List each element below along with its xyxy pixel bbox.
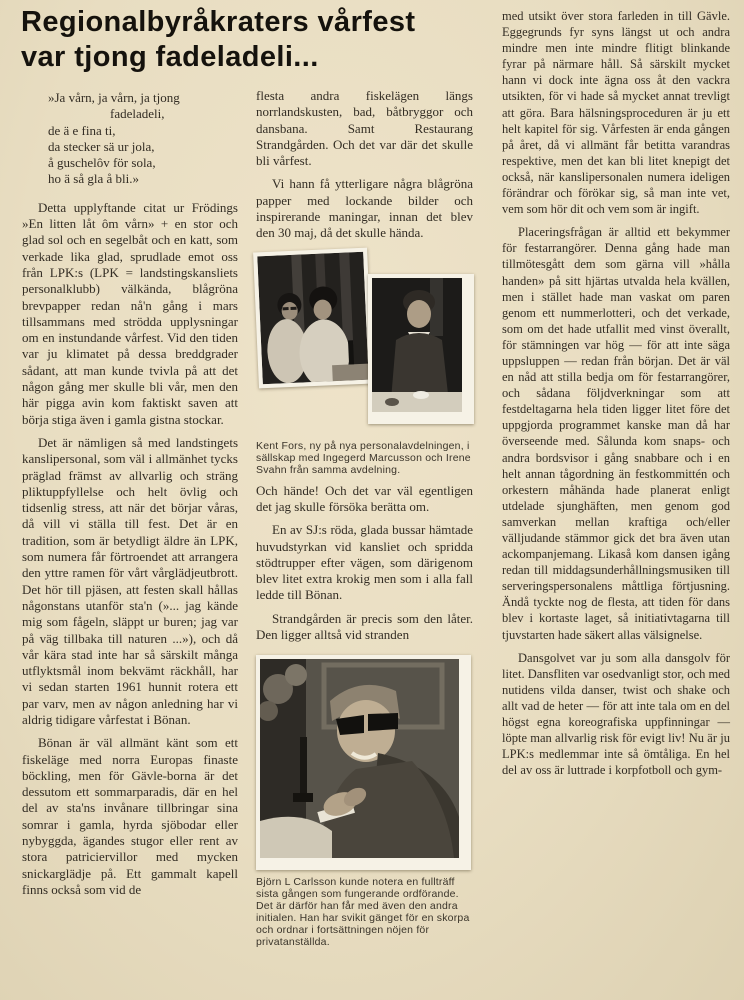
body-paragraph: Placeringsfrågan är alltid ett bekymmer för festarrangörer. Denna gång hade man tillmötesgått dem som gärna vill »hålla handen» på sitt hjärtas utvalda hela kvällen, men i stället hade man vaskat om paren genom ett nummerlotteri, och det verkade, som om det hade utfallit med vinst överallt, för stämningen var hög — för att inte säga uppsluppen — redan från början. Det är väl en nåd att stilla bedja om för festarrangörer, och sådana följdverkningar som att festdeltagarna hela tiden ligger litet före det uppgjorda programmet kanske man då har överseende med. Sålunda kom snaps- och andra bordsvisor i gång snabbare och i en helt annan tågordning än festkommittén och orkestern måhända hade planerat enligt utdelade sjunghäften, men genom god samverkan mellan kraftiga och/eller välljudande stämmor gick det bra även utan ackompanjemang. Likaså kom dansen igång redan till middagsunderhållningsmusiken till serveringspersonalens måttliga förtjusning. Ändå tyckte nog de flesta, att tiden för dans blev i kortaste laget, så initiativtagarna till tjuvstarten hade säkert allas välsignelse. (502, 225, 730, 642)
poem-line: å guschelôv för sola, (48, 155, 156, 171)
body-paragraph: Strandgården är precis som den låter. Den ligger alltså vid stranden (256, 610, 473, 643)
body-paragraph: Det är nämligen så med landstingets kanslipersonal, som väl i allmänhet tycks präglad främst av allvarlig och sträng pliktuppfyllelse och helt övlig och tidsenlig stress, att när det börjar våras, då vill vi ställa till fest. Det är en tradition, som är betydligt äldre än LPK, som numera får förtroendet att arrangera den yttre ramen för vårt vårglädjeutbrott. Det hör till pjäsen, att festen skall hållas någonstans utanför sta'n (»... jag kände mig som fågeln, släppt ur buren; jag var på väg tillbaka till naturen ...»), och då vår kära stad inte har så särskilt många utflyktsmål inom bekvämt räckhåll, har vi sedan starten 1961 hunnit rotera ett par varv, men av någon anledning har vi aldrig tidigare vårfestat i Bönan. (22, 434, 238, 727)
poem-line: de ä e fina ti, (48, 122, 116, 138)
body-paragraph: Och hände! Och det var väl egentligen det jag skulle försöka berätta om. (256, 482, 473, 514)
text-column-3 (502, 8, 730, 778)
article-title-line2: var tjong fadeladeli... (21, 41, 319, 73)
photo-montage-party-guests (256, 248, 473, 436)
photo-illustration (372, 278, 462, 412)
photo-illustration (257, 251, 368, 384)
body-paragraph: En av SJ:s röda, glada bussar hämtade huvudstyrkan vid kansliet och spridda stödtrupper efter vägen, som därigenom blev litet extra krokig men som i alla fall ledde till Bönan. (256, 522, 473, 603)
text-column-2 (256, 88, 473, 948)
body-paragraph: Vi hann få ytterligare några blågröna papper med lockande bilder och inspirerande maningar, innan det blev den 30 maj, då det skulle hända. (256, 176, 473, 241)
poem-quote (48, 90, 238, 188)
photo-caption: Kent Fors, ny på nya personalavdelningen, i sällskap med Ingegerd Marcusson och Irene Svahn från samma avdelning. (256, 439, 471, 476)
article-title-line1: Regionalbyråkraters vårfest (21, 6, 416, 38)
body-paragraph: Bönan är väl allmänt känt som ett fiskeläge med norra Europas finaste böckling, men för Gävle-borna är det dessutom ett sommarparadis, där en hel del av sta'ns invånare tillbringar sina somrar i gamla, hyrda sjöbodar eller nybyggda, ägandes stugor eller rent av stora patriciervillor med mycken snickarglädje på. Ett gammalt kapell finns också som vid de (22, 735, 238, 897)
poem-line: fadeladeli, (110, 106, 165, 122)
body-paragraph: Detta upplyftande citat ur Frödings »En litten låt ôm vårn» + en stor och glad sol och en segelbåt och en katt, som verkade lika glad, sprudlade emot oss från LPK:s (LPK = landstingskansliets personalklubb) välkända, blågröna brevpapper redan nå'n gång i mars tillsammans med strödda upplysningar om en instundande vårfest. Vid den tiden var ju klimatet på dessa breddgrader sådant, att man kunde tvivla på att det någon gång mer skulle bli vår, men den här pigga avin kom faktiskt saven att börja stiga även i gamla gistna stockar. (22, 199, 238, 427)
poem-line: da stecker sä ur jola, (48, 138, 155, 154)
article-title (21, 5, 491, 75)
photo-bjorn-l-carlsson (256, 655, 471, 870)
poem-line: ho ä så gla å bli.» (48, 171, 139, 187)
body-paragraph: Dansgolvet var ju som alla dansgolv för litet. Dansfliten var osedvanligt stor, och med nutidens vilda danser, twist och shake och allt vad de heter — för att inte tala om en del högst egna koreografiska uppfinningar — löpte man allvarlig risk för evigt liv! Nu är ju LPK:s medlemmar inte så ömtåliga. En hel del av oss är luttrade i korpfotboll och gym- (502, 650, 730, 778)
photo-ingegerd-and-irene (253, 247, 373, 388)
body-paragraph: flesta andra fiskelägen längs norrlandskusten, bad, båtbryggor och dansbana. Samt Restaurang Strandgården. Och det var där det skulle bli vårfest. (256, 88, 473, 169)
body-paragraph: med utsikt över stora farleden in till Gävle. Eggegrunds fyr syns längst ut och andra mindre men inte mindre flitigt blinkande fyrar på närmare håll. Så särskilt mycket hann vi dock inte ägna oss åt den vackra utsikten, för vi hade så mycket annat trevligt att göra. Bara hälsningsproceduren är ju ett helt kapitel för sig. Vårfesten är enda gången på året, då vi allmänt får betitta varandras respektive, men det kan bli litet knepigt det också, när kanslipersonalen numera ideligen förändrar och förökar sig, så man inte vet, vem som hör dit och vem som är ingift. (502, 9, 730, 217)
photo-illustration (260, 659, 459, 858)
text-column-1 (22, 90, 238, 898)
photo-kent-fors (368, 274, 474, 424)
photo-caption: Björn L Carlsson kunde notera en fullträff sista gången som fungerande ordförande. Det är därför han får med även den andra initialen. Han har svikit gänget för en skorpa och ordnar i fortsättningen nöjen för privatanställda. (256, 876, 470, 949)
poem-line: »Ja vårn, ja vårn, ja tjong (48, 90, 180, 105)
